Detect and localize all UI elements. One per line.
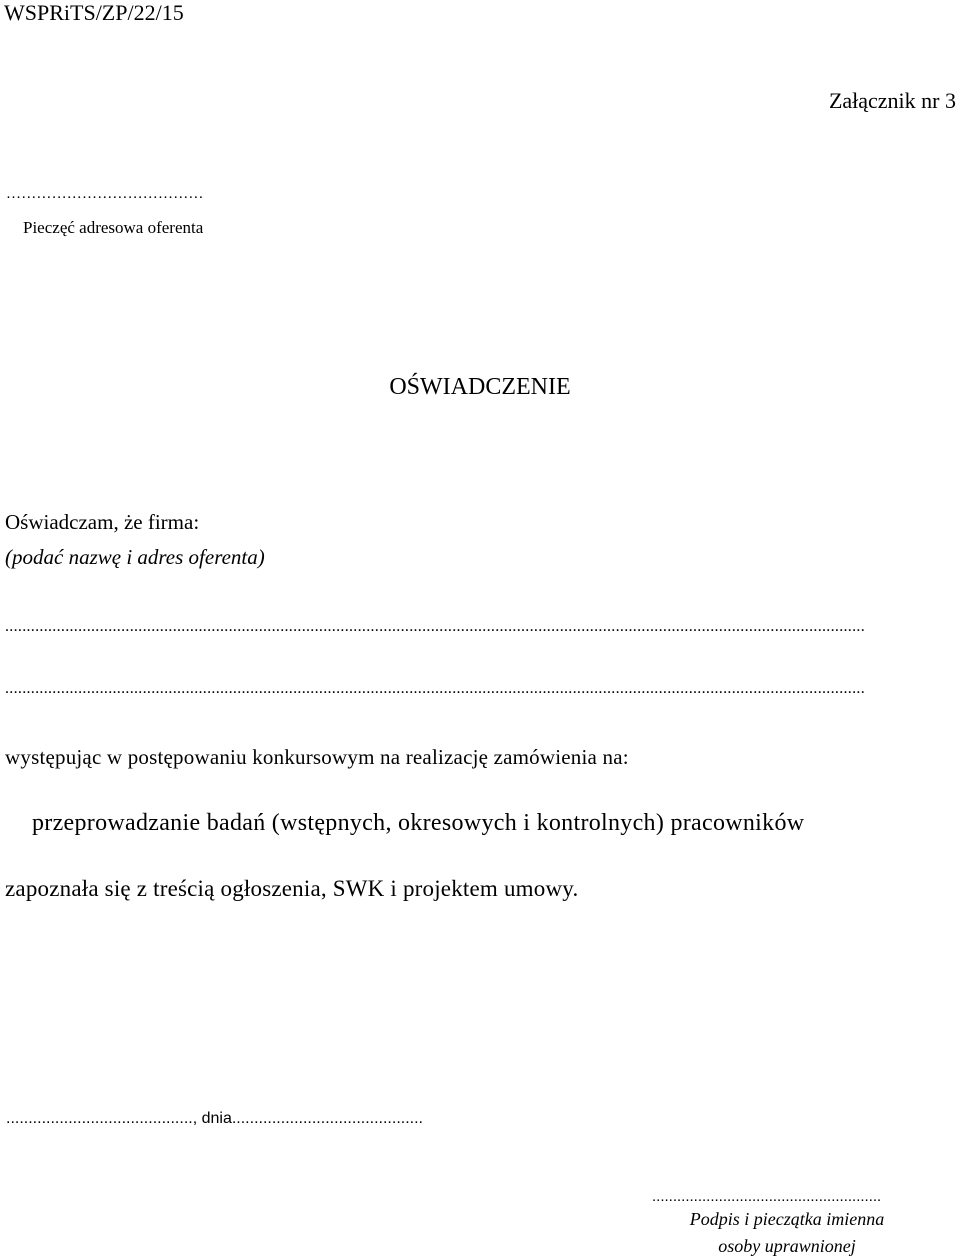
signature-dotted-line[interactable]: ....................................................... xyxy=(652,1188,882,1205)
contract-subject: przeprowadzanie badań (wstępnych, okresowych i kontrolnych) pracowników xyxy=(32,810,805,836)
company-name-hint: (podać nazwę i adres oferenta) xyxy=(5,545,265,569)
document-reference: WSPRiTS/ZP/22/15 xyxy=(4,0,184,25)
company-name-field-line-1[interactable]: ........................................................................................................................................................................................................ xyxy=(5,618,865,635)
annex-number: Załącznik nr 3 xyxy=(828,88,956,113)
document-title: OŚWIADCZENIE xyxy=(389,374,571,400)
stamp-label: Pieczęć adresowa oferenta xyxy=(23,218,204,237)
signature-label-line-2: osoby uprawnionej xyxy=(718,1236,856,1256)
declaration-text: Oświadczam, że firma: xyxy=(5,510,200,534)
procedure-text: występując w postępowaniu konkursowym na realizację zamówienia na: xyxy=(5,745,629,769)
place-date-line[interactable]: .........................................., dnia........................................... xyxy=(6,1110,423,1127)
company-name-field-line-2[interactable]: ........................................................................................................................................................................................................ xyxy=(5,680,865,697)
signature-block xyxy=(640,1188,940,1260)
acknowledgement-text: zapoznała się z treścią ogłoszenia, SWK i projektem umowy. xyxy=(5,876,579,901)
signature-label-line-1: Podpis i pieczątka imienna xyxy=(689,1209,885,1229)
stamp-dotted-line: ………………………………… xyxy=(6,186,204,202)
